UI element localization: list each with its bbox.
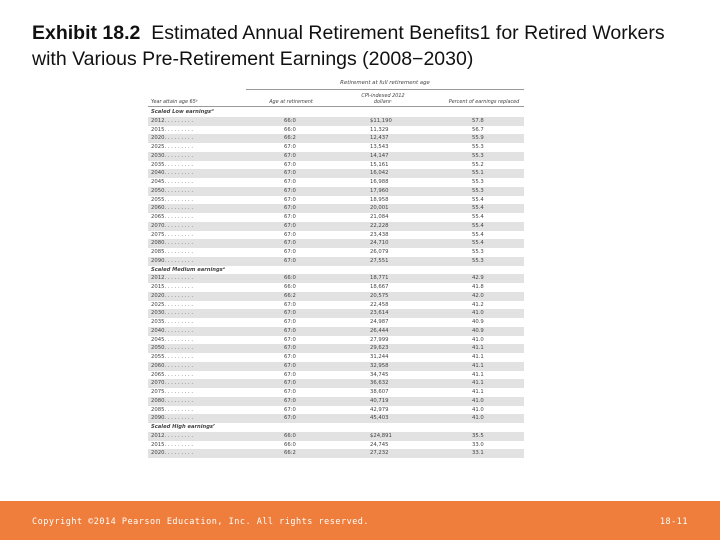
cell-year: 2075. . . . . . . . . xyxy=(151,231,194,238)
table-row xyxy=(148,178,524,187)
cell-percent: 40.9 xyxy=(472,319,484,325)
table-row xyxy=(148,134,524,143)
cell-age: 66:0 xyxy=(284,126,296,133)
cell-benefit: 16,988 xyxy=(370,179,389,185)
table-row xyxy=(148,283,524,292)
cell-benefit: 20,001 xyxy=(370,205,389,212)
cell-year: 2030. . . . . . . . . xyxy=(151,310,194,317)
cell-age: 67:0 xyxy=(284,179,296,185)
cell-benefit: 27,232 xyxy=(370,450,389,457)
footer-bar xyxy=(0,501,720,540)
table-row xyxy=(148,231,524,240)
table-row xyxy=(148,441,524,450)
cell-percent: 41.8 xyxy=(472,284,484,290)
cell-age: 67:0 xyxy=(284,336,296,343)
cell-year: 2090. . . . . . . . . xyxy=(151,415,194,422)
table-row xyxy=(148,213,524,222)
table-row xyxy=(148,187,524,196)
cell-percent: 42.9 xyxy=(472,275,484,282)
cell-percent: 57.8 xyxy=(472,117,484,124)
cell-benefit: 38,607 xyxy=(370,389,389,395)
cell-benefit: 22,228 xyxy=(370,222,389,229)
cell-benefit: 24,987 xyxy=(370,319,389,325)
cell-benefit: 17,960 xyxy=(370,187,389,194)
table-row xyxy=(148,327,524,336)
cell-percent: 42.0 xyxy=(472,292,484,299)
cell-percent: 55.3 xyxy=(472,249,484,255)
cell-year: 2030. . . . . . . . . xyxy=(151,152,194,159)
cell-percent: 55.2 xyxy=(472,161,484,168)
table-row xyxy=(148,161,524,170)
table-row xyxy=(148,432,524,441)
cell-percent: 55.9 xyxy=(472,135,484,142)
table-row xyxy=(148,301,524,310)
cell-age: 67:0 xyxy=(284,389,296,395)
table-row xyxy=(148,449,524,458)
table-row xyxy=(148,222,524,231)
table-row xyxy=(148,143,524,152)
cell-percent: 35.5 xyxy=(472,432,484,439)
table-row xyxy=(148,126,524,135)
cell-percent: 41.0 xyxy=(472,415,484,422)
cell-percent: 41.1 xyxy=(472,371,484,378)
benefits-table xyxy=(148,78,524,498)
cell-benefit: 34,745 xyxy=(370,371,389,378)
cell-benefit: 27,999 xyxy=(370,336,389,343)
section-header: Scaled High earningsᶠ xyxy=(151,424,215,430)
cell-percent: 55.3 xyxy=(472,187,484,194)
cell-benefit: 36,632 xyxy=(370,380,389,387)
cell-benefit: 21,084 xyxy=(370,214,389,220)
cell-year: 2070. . . . . . . . . xyxy=(151,380,194,387)
table-row xyxy=(148,362,524,371)
table-row xyxy=(148,257,524,266)
cell-percent: 41.0 xyxy=(472,397,484,404)
table-row xyxy=(148,152,524,161)
table-row xyxy=(148,397,524,406)
cell-age: 66:2 xyxy=(284,450,296,457)
cell-year: 2065. . . . . . . . . xyxy=(151,214,194,220)
cell-percent: 41.1 xyxy=(472,380,484,387)
cell-percent: 41.1 xyxy=(472,389,484,395)
cell-percent: 33.1 xyxy=(472,450,484,457)
cell-benefit: 24,710 xyxy=(370,240,389,247)
cell-age: 66:0 xyxy=(284,432,296,439)
cell-age: 67:0 xyxy=(284,371,296,378)
section-header: Scaled Low earningsᵈ xyxy=(151,109,214,115)
table-row xyxy=(148,117,524,126)
cell-percent: 55.4 xyxy=(472,222,484,229)
exhibit-label: Exhibit 18.2 xyxy=(32,22,141,44)
cell-percent: 55.4 xyxy=(472,240,484,247)
exhibit-caption: Estimated Annual Retirement Benefits1 for Retired Workers with Various Pre-Retirement Earnings (2008−2030) xyxy=(32,22,665,70)
cell-benefit: 29,623 xyxy=(370,345,389,352)
cell-benefit: 14,147 xyxy=(370,152,389,159)
cell-benefit: 32,958 xyxy=(370,362,389,369)
cell-year: 2060. . . . . . . . . xyxy=(151,205,194,212)
cell-year: 2025. . . . . . . . . xyxy=(151,144,194,150)
cell-year: 2080. . . . . . . . . xyxy=(151,240,194,247)
cell-year: 2085. . . . . . . . . xyxy=(151,406,194,413)
cell-year: 2020. . . . . . . . . xyxy=(151,292,194,299)
cell-year: 2060. . . . . . . . . xyxy=(151,362,194,369)
column-header-year: Year attain age 65ᵇ xyxy=(151,99,198,105)
table-row xyxy=(148,248,524,257)
cell-benefit: 42,979 xyxy=(370,406,389,413)
table-row xyxy=(148,414,524,423)
cell-percent: 55.4 xyxy=(472,214,484,220)
cell-percent: 55.4 xyxy=(472,231,484,238)
cell-age: 67:0 xyxy=(284,397,296,404)
cell-year: 2050. . . . . . . . . xyxy=(151,187,194,194)
cell-benefit: 13,543 xyxy=(370,144,389,150)
cell-year: 2055. . . . . . . . . xyxy=(151,354,194,360)
cell-age: 67:0 xyxy=(284,406,296,413)
cell-benefit: $24,891 xyxy=(370,432,392,439)
cell-age: 66:0 xyxy=(284,441,296,448)
cell-age: 66:2 xyxy=(284,292,296,299)
cell-benefit: 18,771 xyxy=(370,275,389,282)
table-row xyxy=(148,344,524,353)
cell-year: 2080. . . . . . . . . xyxy=(151,397,194,404)
cell-benefit: 40,719 xyxy=(370,397,389,404)
cell-age: 67:0 xyxy=(284,301,296,308)
cell-percent: 40.9 xyxy=(472,327,484,334)
cell-year: 2035. . . . . . . . . xyxy=(151,319,194,325)
cell-benefit: 31,244 xyxy=(370,354,389,360)
cell-age: 67:0 xyxy=(284,362,296,369)
cell-year: 2075. . . . . . . . . xyxy=(151,389,194,395)
cell-year: 2020. . . . . . . . . xyxy=(151,135,194,142)
cell-age: 67:0 xyxy=(284,257,296,264)
cell-benefit: 23,614 xyxy=(370,310,389,317)
cell-age: 67:0 xyxy=(284,354,296,360)
table-row xyxy=(148,406,524,415)
cell-year: 2085. . . . . . . . . xyxy=(151,249,194,255)
cell-percent: 55.3 xyxy=(472,179,484,185)
cell-benefit: 24,745 xyxy=(370,441,389,448)
column-group-header: Retirement at full retirement age xyxy=(246,78,524,90)
cell-year: 2012. . . . . . . . . xyxy=(151,117,194,124)
cell-year: 2025. . . . . . . . . xyxy=(151,301,194,308)
cell-age: 66:0 xyxy=(284,117,296,124)
cell-year: 2020. . . . . . . . . xyxy=(151,450,194,457)
cell-year: 2090. . . . . . . . . xyxy=(151,257,194,264)
cell-benefit: 16,042 xyxy=(370,170,389,177)
cell-percent: 55.4 xyxy=(472,205,484,212)
cell-percent: 41.0 xyxy=(472,336,484,343)
cell-benefit: 26,079 xyxy=(370,249,389,255)
cell-year: 2040. . . . . . . . . xyxy=(151,327,194,334)
cell-percent: 55.3 xyxy=(472,144,484,150)
table-row xyxy=(148,309,524,318)
table-row xyxy=(148,239,524,248)
table-row xyxy=(148,379,524,388)
cell-age: 67:0 xyxy=(284,205,296,212)
cell-benefit: 12,437 xyxy=(370,135,389,142)
cell-benefit: 11,329 xyxy=(370,126,389,133)
cell-percent: 55.1 xyxy=(472,170,484,177)
cell-percent: 33.0 xyxy=(472,441,484,448)
cell-age: 67:0 xyxy=(284,345,296,352)
cell-year: 2055. . . . . . . . . xyxy=(151,196,194,203)
cell-percent: 41.0 xyxy=(472,310,484,317)
cell-age: 67:0 xyxy=(284,327,296,334)
cell-benefit: 20,575 xyxy=(370,292,389,299)
cell-age: 67:0 xyxy=(284,214,296,220)
table-row xyxy=(148,371,524,380)
cell-year: 2012. . . . . . . . . xyxy=(151,432,194,439)
cell-age: 67:0 xyxy=(284,152,296,159)
table-row xyxy=(148,196,524,205)
cell-benefit: 22,458 xyxy=(370,301,389,308)
cell-age: 67:0 xyxy=(284,240,296,247)
cell-benefit: 15,161 xyxy=(370,161,389,168)
cell-percent: 41.1 xyxy=(472,345,484,352)
cell-age: 67:0 xyxy=(284,144,296,150)
table-row xyxy=(148,274,524,283)
cell-year: 2012. . . . . . . . . xyxy=(151,275,194,282)
cell-percent: 55.4 xyxy=(472,196,484,203)
cell-year: 2045. . . . . . . . . xyxy=(151,336,194,343)
column-header-percent: Percent of earnings replaced xyxy=(448,99,520,105)
cell-percent: 41.1 xyxy=(472,362,484,369)
cell-benefit: 45,403 xyxy=(370,415,389,422)
section-header: Scaled Medium earningsᵉ xyxy=(151,266,226,273)
cell-percent: 41.0 xyxy=(472,406,484,413)
cell-year: 2015. . . . . . . . . xyxy=(151,284,194,290)
cell-age: 67:0 xyxy=(284,310,296,317)
cell-year: 2015. . . . . . . . . xyxy=(151,441,194,448)
cell-benefit: 27,551 xyxy=(370,257,389,264)
cell-year: 2065. . . . . . . . . xyxy=(151,371,194,378)
column-header-age: Age at retirement xyxy=(269,99,313,105)
table-row xyxy=(148,388,524,397)
slide-title xyxy=(32,20,702,72)
cell-percent: 56.7 xyxy=(472,126,484,133)
table-row xyxy=(148,204,524,213)
cell-benefit: $11,190 xyxy=(370,117,392,124)
table-row xyxy=(148,353,524,362)
cell-age: 67:0 xyxy=(284,380,296,387)
table-body xyxy=(148,108,524,458)
cell-year: 2040. . . . . . . . . xyxy=(151,170,194,177)
cell-year: 2035. . . . . . . . . xyxy=(151,161,194,168)
copyright-text: Copyright ©2014 Pearson Education, Inc. All rights reserved. xyxy=(32,517,370,527)
page-number: 18-11 xyxy=(659,517,688,527)
cell-age: 67:0 xyxy=(284,222,296,229)
table-row xyxy=(148,336,524,345)
cell-percent: 55.3 xyxy=(472,152,484,159)
cell-benefit: 26,444 xyxy=(370,327,389,334)
table-row xyxy=(148,318,524,327)
cell-age: 66:0 xyxy=(284,275,296,282)
cell-age: 66:0 xyxy=(284,284,296,290)
cell-percent: 55.3 xyxy=(472,257,484,264)
table-row xyxy=(148,292,524,301)
cell-benefit: 23,438 xyxy=(370,231,389,238)
cell-year: 2015. . . . . . . . . xyxy=(151,126,194,133)
cell-age: 66:2 xyxy=(284,135,296,142)
cell-benefit: 18,958 xyxy=(370,196,389,203)
cell-age: 67:0 xyxy=(284,196,296,203)
cell-age: 67:0 xyxy=(284,415,296,422)
cell-age: 67:0 xyxy=(284,161,296,168)
table-row xyxy=(148,169,524,178)
cell-year: 2050. . . . . . . . . xyxy=(151,345,194,352)
cell-age: 67:0 xyxy=(284,249,296,255)
cell-year: 2070. . . . . . . . . xyxy=(151,222,194,229)
cell-age: 67:0 xyxy=(284,187,296,194)
cell-year: 2045. . . . . . . . . xyxy=(151,179,194,185)
cell-age: 67:0 xyxy=(284,170,296,177)
cell-percent: 41.1 xyxy=(472,354,484,360)
cell-age: 67:0 xyxy=(284,231,296,238)
cell-percent: 41.2 xyxy=(472,301,484,308)
column-headers xyxy=(148,89,524,107)
column-header-benefit: CPI-indexed 2012 dollarsᶜ xyxy=(361,93,405,105)
cell-benefit: 18,667 xyxy=(370,284,389,290)
cell-age: 67:0 xyxy=(284,319,296,325)
